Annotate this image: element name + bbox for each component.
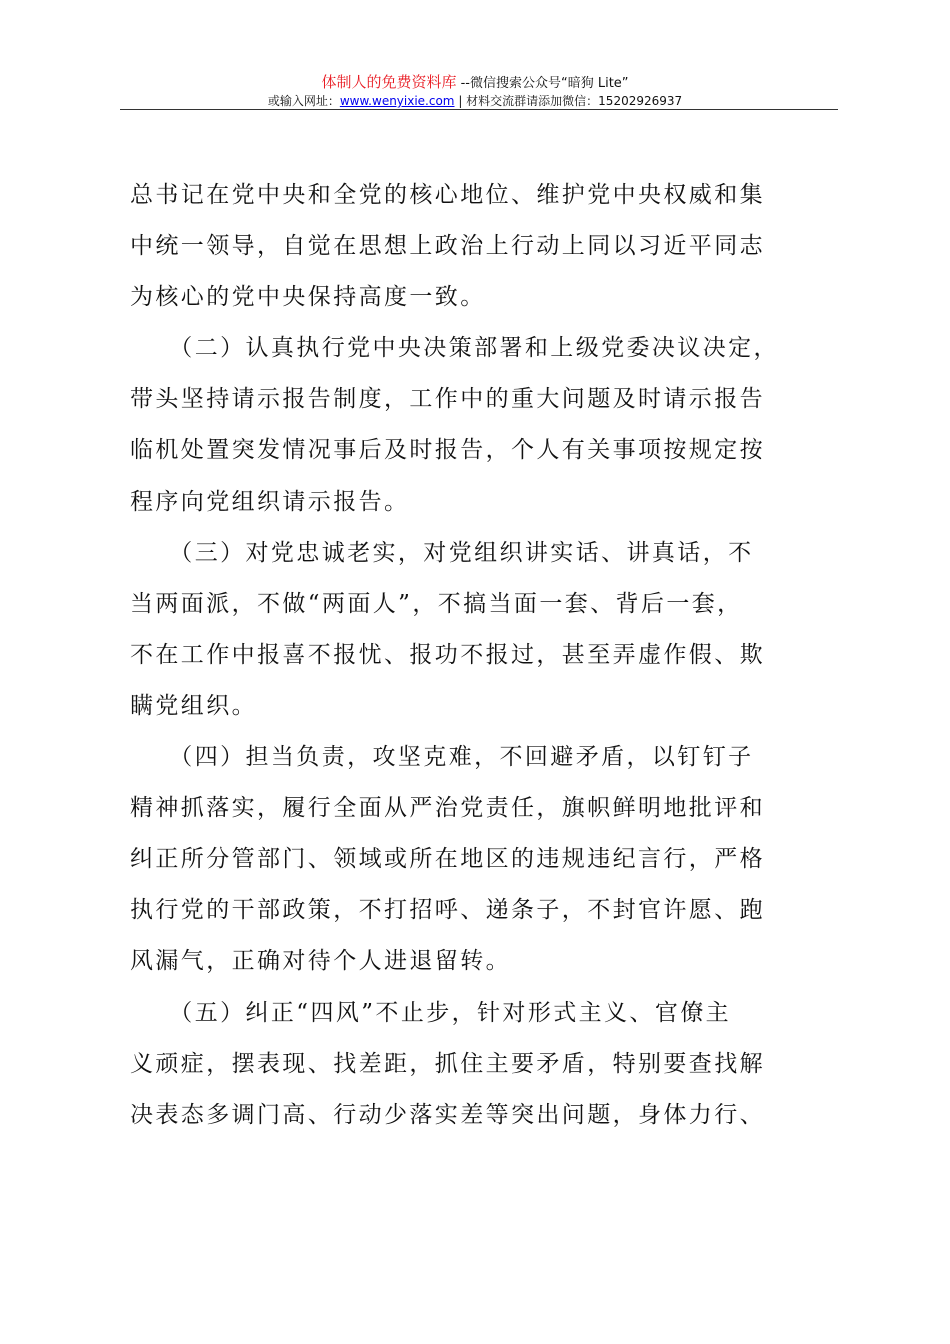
text-line: 执行党的干部政策，不打招呼、递条子，不封官许愿、跑 [130, 897, 765, 924]
text-line: （二）认真执行党中央决策部署和上级党委决议决定， [130, 335, 779, 362]
text-line: 义顽症，摆表现、找差距，抓住主要矛盾，特别要查找解 [130, 1050, 765, 1077]
text-line: 程序向党组织请示报告。 [130, 488, 410, 515]
website-link[interactable]: www.wenyixie.com [339, 94, 455, 108]
document-body [130, 178, 790, 1149]
text-line: 瞒党组织。 [130, 692, 257, 719]
site-name: 体制人的免费资料库 [321, 73, 457, 91]
text-line: （四）担当负责，攻坚克难，不回避矛盾，以钉钉子 [130, 744, 754, 771]
header-line-2 [0, 92, 950, 109]
text-line: 纠正所分管部门、领域或所在地区的违规违纪言行，严格 [130, 846, 765, 873]
text-line: 精神抓落实，履行全面从严治党责任，旗帜鲜明地批评和 [130, 795, 765, 822]
text-line: （三）对党忠诚老实，对党组织讲实话、讲真话，不 [130, 539, 754, 566]
header-divider [120, 109, 838, 110]
text-line: 决表态多调门高、行动少落实差等突出问题，身体力行、 [130, 1101, 765, 1128]
header-line-1 [0, 71, 950, 92]
text-line: 总书记在党中央和全党的核心地位、维护党中央权威和集 [130, 182, 765, 208]
header-tagline: --微信搜索公众号“暗狗 Lite” [456, 76, 629, 91]
text-line: 当两面派，不做“两面人”，不搞当面一套、背后一套， [130, 590, 743, 617]
contact-text: | 材料交流群请添加微信：15202926937 [454, 94, 683, 108]
text-line: 中统一领导，自觉在思想上政治上行动上同以习近平同志 [130, 233, 765, 260]
text-line: 临机处置突发情况事后及时报告，个人有关事项按规定按 [130, 437, 765, 464]
text-line: 带头坚持请示报告制度，工作中的重大问题及时请示报告 [130, 386, 765, 413]
text-line: （五）纠正“四风”不止步，针对形式主义、官僚主 [130, 999, 732, 1026]
url-prefix: 或输入网址： [267, 94, 340, 108]
text-line: 不在工作中报喜不报忧、报功不报过，甚至弄虚作假、欺 [130, 641, 765, 668]
text-line: 为核心的党中央保持高度一致。 [130, 284, 486, 311]
text-line: 风漏气，正确对待个人进退留转。 [130, 948, 511, 975]
